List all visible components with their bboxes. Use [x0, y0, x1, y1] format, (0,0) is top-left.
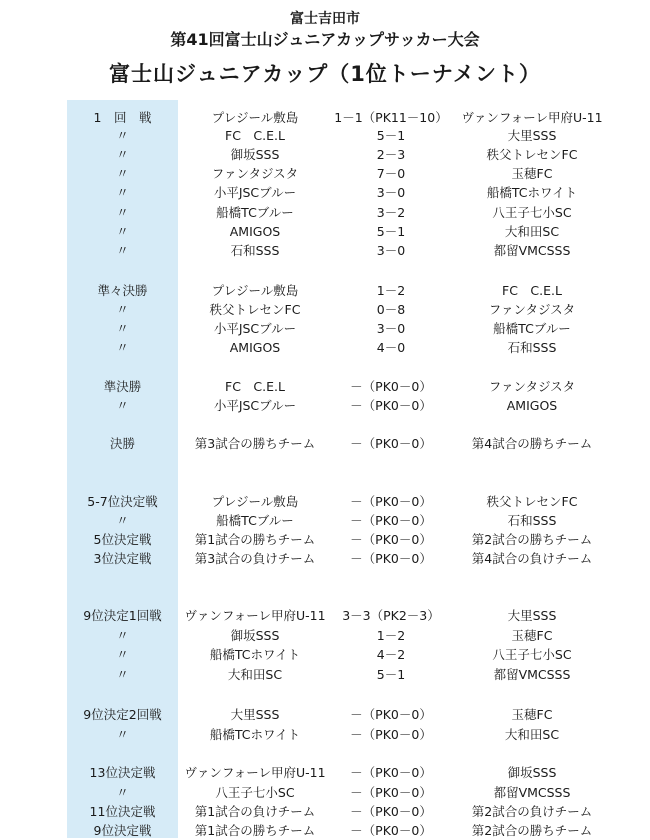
match-row — [0, 301, 650, 319]
match-row — [0, 764, 650, 782]
match-score: －（PK0－0） — [350, 804, 432, 819]
round-label: 〃 — [116, 340, 129, 355]
match-score: －（PK0－0） — [350, 823, 432, 838]
match-row — [0, 378, 650, 396]
match-row — [0, 204, 650, 222]
round-label: 〃 — [116, 302, 129, 317]
match-row — [0, 726, 650, 744]
home-team: 大和田SC — [227, 667, 283, 682]
away-team: 石和SSS — [507, 340, 557, 355]
home-team: 第1試合の勝ちチーム — [194, 532, 316, 547]
round-label: 準決勝 — [103, 379, 142, 394]
match-row — [0, 320, 650, 338]
home-team: 御坂SSS — [230, 147, 280, 162]
match-row — [0, 165, 650, 183]
away-team: 第4試合の負けチーム — [471, 551, 593, 566]
home-team: 第3試合の勝ちチーム — [194, 436, 316, 451]
home-team: 秩父トレセンFC — [209, 302, 301, 317]
round-label: 〃 — [116, 321, 129, 336]
away-team: 玉穂FC — [511, 628, 553, 643]
away-team: 都留VMCSSS — [493, 667, 571, 682]
match-score: 1－2 — [376, 283, 406, 298]
match-row — [0, 646, 650, 664]
match-score: 3－0 — [376, 185, 406, 200]
match-row — [0, 127, 650, 145]
round-label: 〃 — [116, 398, 129, 413]
home-team: FC C.E.L — [225, 379, 285, 394]
match-score: －（PK0－0） — [350, 765, 432, 780]
away-team: 秩父トレセンFC — [486, 147, 578, 162]
away-team: 第2試合の勝ちチーム — [471, 532, 593, 547]
match-score: 1－1（PK11－10） — [334, 110, 448, 125]
home-team: 船橋TCブルー — [216, 205, 294, 220]
match-score: 5－1 — [376, 224, 406, 239]
away-team: 御坂SSS — [507, 765, 557, 780]
away-team: 都留VMCSSS — [493, 243, 571, 258]
round-label: 9位決定戦 — [93, 823, 152, 838]
match-score: 5－1 — [376, 667, 406, 682]
event-name: 第41回富士山ジュニアカップサッカー大会 — [170, 30, 480, 49]
round-label: 13位決定戦 — [89, 765, 156, 780]
match-row — [0, 512, 650, 530]
round-label: 11位決定戦 — [89, 804, 156, 819]
match-row — [0, 627, 650, 645]
round-label: 〃 — [116, 224, 129, 239]
match-score: －（PK0－0） — [350, 494, 432, 509]
home-team: AMIGOS — [229, 340, 281, 355]
away-team: 船橋TCブルー — [493, 321, 571, 336]
round-label: 〃 — [116, 513, 129, 528]
away-team: 第2試合の負けチーム — [471, 804, 593, 819]
match-score: 0－8 — [376, 302, 406, 317]
away-team: 都留VMCSSS — [493, 785, 571, 800]
away-team: ヴァンフォーレ甲府U-11 — [461, 110, 603, 125]
away-team: 大和田SC — [504, 224, 560, 239]
away-team: 八王子七小SC — [492, 647, 572, 662]
away-team: 石和SSS — [507, 513, 557, 528]
away-team: 第4試合の勝ちチーム — [471, 436, 593, 451]
home-team: ヴァンフォーレ甲府U-11 — [184, 765, 326, 780]
match-row — [0, 822, 650, 840]
match-score: 4－0 — [376, 340, 406, 355]
home-team: 八王子七小SC — [215, 785, 295, 800]
match-score: －（PK0－0） — [350, 785, 432, 800]
match-row — [0, 803, 650, 821]
round-label: 9位決定1回戦 — [83, 608, 162, 623]
home-team: プレジール敷島 — [211, 110, 299, 125]
match-score: 3－0 — [376, 243, 406, 258]
match-score: 7－0 — [376, 166, 406, 181]
match-row — [0, 397, 650, 415]
home-team: 第3試合の負けチーム — [194, 551, 316, 566]
match-score: 3－2 — [376, 205, 406, 220]
away-team: ファンタジスタ — [488, 379, 576, 394]
home-team: 小平JSCブルー — [213, 185, 297, 200]
round-label: 5位決定戦 — [93, 532, 152, 547]
match-row — [0, 666, 650, 684]
home-team: FC C.E.L — [225, 128, 285, 143]
match-row — [0, 784, 650, 802]
home-team: ヴァンフォーレ甲府U-11 — [184, 608, 326, 623]
home-team: プレジール敷島 — [211, 494, 299, 509]
match-row — [0, 493, 650, 511]
home-team: 船橋TCブルー — [216, 513, 294, 528]
home-team: 第1試合の勝ちチーム — [194, 823, 316, 838]
match-score: －（PK0－0） — [350, 513, 432, 528]
match-row — [0, 242, 650, 260]
match-row — [0, 339, 650, 357]
round-label: 〃 — [116, 727, 129, 742]
match-score: 1－2 — [376, 628, 406, 643]
round-label: 〃 — [116, 166, 129, 181]
round-label: 〃 — [116, 628, 129, 643]
home-team: 小平JSCブルー — [213, 321, 297, 336]
match-row — [0, 146, 650, 164]
match-score: 3－0 — [376, 321, 406, 336]
round-label: 決勝 — [109, 436, 135, 451]
home-team: AMIGOS — [229, 224, 281, 239]
away-team: 大和田SC — [504, 727, 560, 742]
match-row — [0, 184, 650, 202]
match-score: 3－3（PK2－3） — [342, 608, 440, 623]
match-score: －（PK0－0） — [350, 707, 432, 722]
match-score: 2－3 — [376, 147, 406, 162]
match-score: －（PK0－0） — [350, 379, 432, 394]
away-team: 玉穂FC — [511, 707, 553, 722]
city-name: 富士吉田市 — [290, 11, 360, 27]
match-score: 5－1 — [376, 128, 406, 143]
match-row — [0, 282, 650, 300]
match-score: 4－2 — [376, 647, 406, 662]
home-team: プレジール敷島 — [211, 283, 299, 298]
round-label: 〃 — [116, 185, 129, 200]
away-team: 大里SSS — [507, 608, 557, 623]
away-team: 船橋TCホワイト — [486, 185, 578, 200]
match-row — [0, 550, 650, 568]
home-team: 船橋TCホワイト — [209, 727, 301, 742]
away-team: 大里SSS — [507, 128, 557, 143]
round-label: 3位決定戦 — [93, 551, 152, 566]
match-row — [0, 706, 650, 724]
match-score: －（PK0－0） — [350, 436, 432, 451]
home-team: 石和SSS — [230, 243, 280, 258]
away-team: ファンタジスタ — [488, 302, 576, 317]
match-row — [0, 531, 650, 549]
round-label: 〃 — [116, 785, 129, 800]
away-team: 第2試合の勝ちチーム — [471, 823, 593, 838]
away-team: AMIGOS — [506, 398, 558, 413]
page-title: 富士山ジュニアカップ（1位トーナメント） — [109, 62, 541, 86]
round-label: 準々決勝 — [97, 283, 148, 298]
round-label: 〃 — [116, 647, 129, 662]
round-label: 〃 — [116, 147, 129, 162]
away-team: FC C.E.L — [502, 283, 562, 298]
home-team: 御坂SSS — [230, 628, 280, 643]
match-score: －（PK0－0） — [350, 398, 432, 413]
home-team: 小平JSCブルー — [213, 398, 297, 413]
away-team: 玉穂FC — [511, 166, 553, 181]
match-row — [0, 607, 650, 625]
round-label: 9位決定2回戦 — [83, 707, 162, 722]
match-score: －（PK0－0） — [350, 532, 432, 547]
match-row — [0, 109, 650, 127]
away-team: 秩父トレセンFC — [486, 494, 578, 509]
away-team: 八王子七小SC — [492, 205, 572, 220]
round-label: 1 回 戦 — [93, 110, 152, 125]
round-label: 〃 — [116, 667, 129, 682]
match-score: －（PK0－0） — [350, 727, 432, 742]
round-label: 〃 — [116, 128, 129, 143]
match-row — [0, 435, 650, 453]
match-row — [0, 223, 650, 241]
home-team: 船橋TCホワイト — [209, 647, 301, 662]
round-label: 〃 — [116, 205, 129, 220]
home-team: 大里SSS — [230, 707, 280, 722]
home-team: 第1試合の負けチーム — [194, 804, 316, 819]
round-label: 5-7位決定戦 — [87, 494, 158, 509]
match-score: －（PK0－0） — [350, 551, 432, 566]
round-label: 〃 — [116, 243, 129, 258]
home-team: ファンタジスタ — [211, 166, 299, 181]
